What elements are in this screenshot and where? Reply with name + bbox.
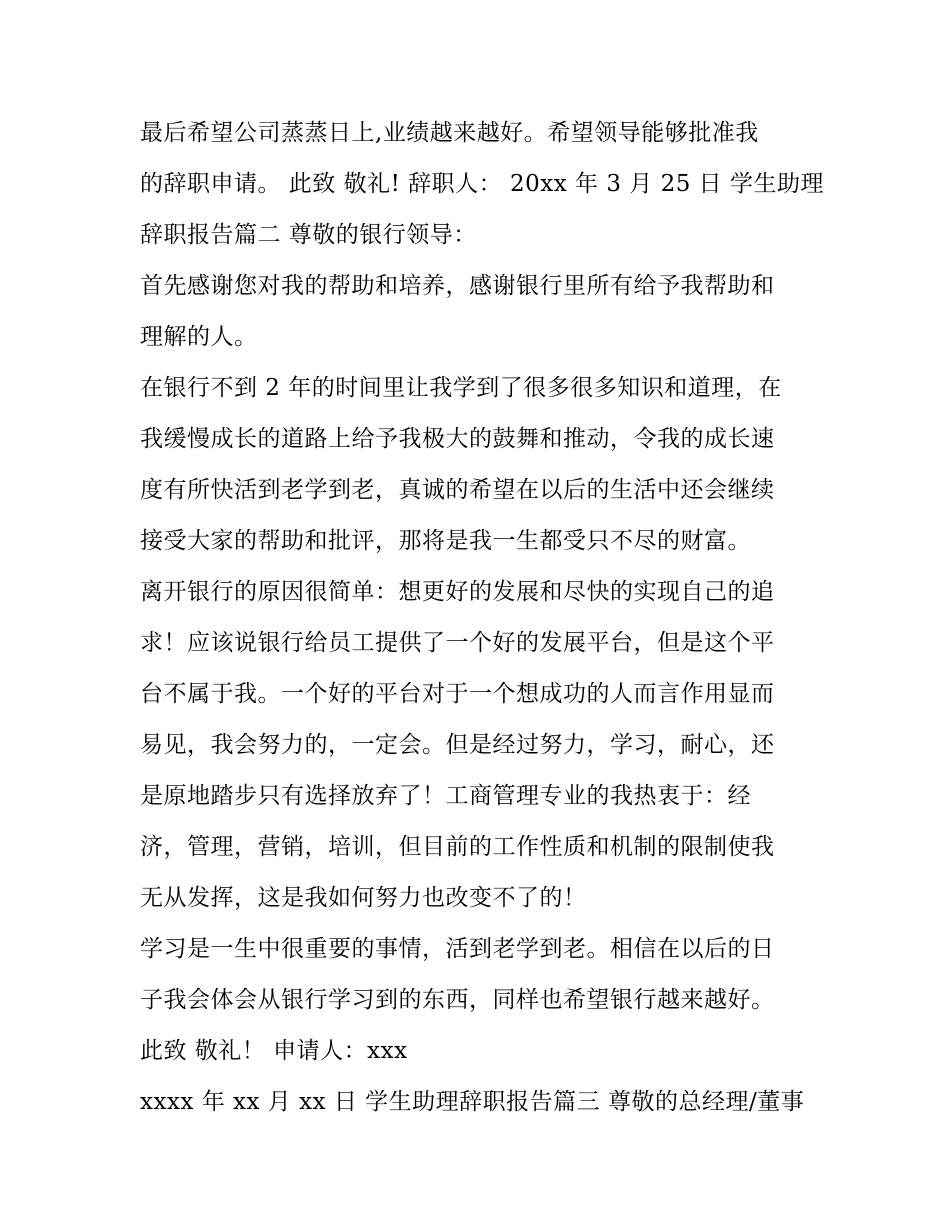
text-line-14: 是原地踏步只有选择放弃了！工商管理专业的我热衷于：经	[140, 783, 751, 809]
text-line-16: 无从发挥，这是我如何努力也改变不了的！	[140, 885, 587, 911]
text-line-3: 辞职报告篇二 尊敬的银行领导：	[140, 222, 477, 248]
text-line-19: 此致 敬礼！ 申请人：xxx	[140, 1038, 408, 1064]
text-line-7: 我缓慢成长的道路上给予我极大的鼓舞和推动，令我的成长速	[140, 426, 775, 452]
text-line-2: 的辞职申请。 此致 敬礼! 辞职人： 20xx 年 3 月 25 日 学生助理	[140, 171, 824, 197]
text-line-18: 子我会体会从银行学习到的东西，同样也希望银行越来越好。	[140, 987, 775, 1013]
text-line-11: 求！应该说银行给员工提供了一个好的发展平台，但是这个平	[140, 630, 775, 656]
text-line-17: 学习是一生中很重要的事情，活到老学到老。相信在以后的日	[140, 936, 775, 962]
text-line-8: 度有所快活到老学到老，真诚的希望在以后的生活中还会继续	[140, 477, 775, 503]
text-line-13: 易见，我会努力的，一定会。但是经过努力，学习，耐心，还	[140, 732, 775, 758]
text-line-9: 接受大家的帮助和批评，那将是我一生都受只不尽的财富。	[140, 528, 751, 554]
text-line-12: 台不属于我。一个好的平台对于一个想成功的人而言作用显而	[140, 681, 775, 707]
text-line-1: 最后希望公司蒸蒸日上,业绩越来越好。希望领导能够批准我	[140, 120, 759, 146]
document-body	[140, 108, 824, 1128]
text-line-15: 济，管理，营销，培训，但目前的工作性质和机制的限制使我	[140, 834, 775, 860]
text-line-4: 首先感谢您对我的帮助和培养，感谢银行里所有给予我帮助和	[140, 273, 775, 299]
text-line-10: 离开银行的原因很简单：想更好的发展和尽快的实现自己的追	[140, 579, 775, 605]
text-line-6: 在银行不到 2 年的时间里让我学到了很多很多知识和道理，在	[140, 375, 782, 401]
text-line-5: 理解的人。	[140, 324, 258, 350]
text-line-20: xxxx 年 xx 月 xx 日 学生助理辞职报告篇三 尊敬的总经理/董事	[140, 1089, 805, 1115]
